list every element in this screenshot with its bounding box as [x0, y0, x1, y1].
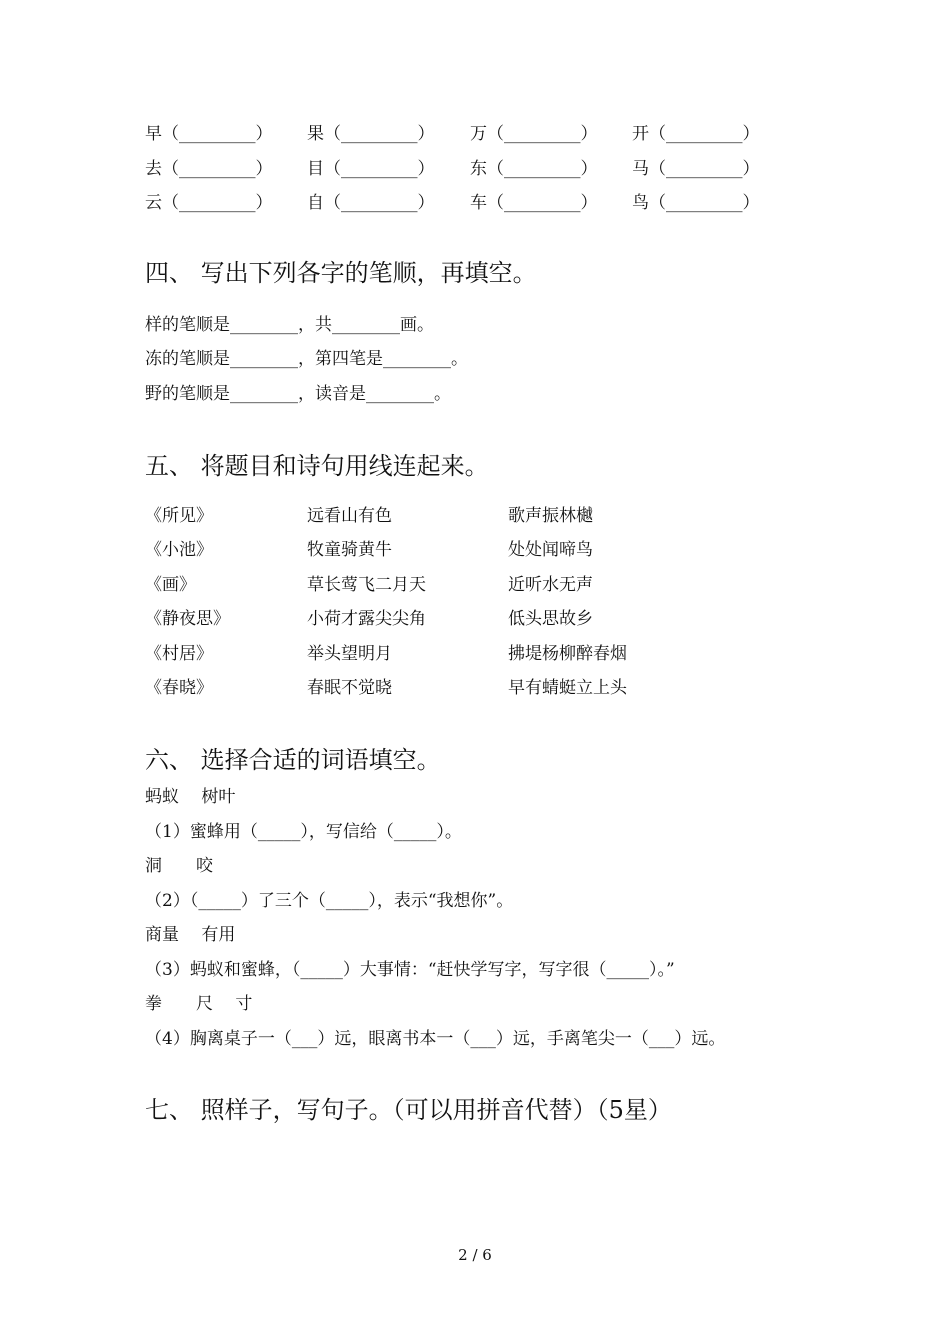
- stroke-order-line: 样的笔顺是________，共________画。: [145, 315, 434, 335]
- poem-title: 《小池》: [145, 540, 213, 560]
- poem-line: 低头思故乡: [508, 609, 593, 629]
- char-blank: 目（_________）: [307, 159, 435, 179]
- word-choices: 蚂蚁 树叶: [145, 787, 236, 807]
- char-blank: 去（_________）: [145, 159, 273, 179]
- char-blank: 万（_________）: [470, 124, 598, 144]
- poem-title: 《村居》: [145, 644, 213, 664]
- char-blank: 自（_________）: [307, 193, 435, 213]
- poem-line: 举头望明月: [307, 644, 392, 664]
- poem-line: 小荷才露尖尖角: [307, 609, 426, 629]
- char-blank: 早（_________）: [145, 124, 273, 144]
- poem-line: 处处闻啼鸟: [508, 540, 593, 560]
- char-blank: 云（_________）: [145, 193, 273, 213]
- char-blank: 马（_________）: [632, 159, 760, 179]
- stroke-order-line: 野的笔顺是________，读音是________。: [145, 384, 451, 404]
- poem-title: 《画》: [145, 575, 196, 595]
- section-5-title: 五、 将题目和诗句用线连起来。: [145, 452, 489, 480]
- poem-line: 牧童骑黄牛: [307, 540, 392, 560]
- fill-sentence: （4）胸离桌子一（___）远，眼离书本一（___）远，手离笔尖一（___）远。: [145, 1029, 726, 1049]
- page-number: 2 / 6: [458, 1246, 492, 1264]
- poem-title: 《所见》: [145, 506, 213, 526]
- word-choices: 商量 有用: [145, 925, 236, 945]
- poem-line: 草长莺飞二月天: [307, 575, 426, 595]
- poem-title: 《静夜思》: [145, 609, 230, 629]
- char-blank: 果（_________）: [307, 124, 435, 144]
- poem-line: 近听水无声: [508, 575, 593, 595]
- char-blank: 鸟（_________）: [632, 193, 760, 213]
- fill-sentence: （3）蚂蚁和蜜蜂，（_____）大事情：“赶快学写字，写字很（_____）。”: [145, 960, 675, 980]
- poem-line: 春眠不觉晓: [307, 678, 392, 698]
- char-blank: 东（_________）: [470, 159, 598, 179]
- poem-title: 《春晓》: [145, 678, 213, 698]
- section-7-title: 七、 照样子，写句子。（可以用拼音代替）（5星）: [145, 1096, 672, 1124]
- poem-line: 拂堤杨柳醉春烟: [508, 644, 627, 664]
- word-choices: 洞 咬: [145, 856, 213, 876]
- char-blank: 车（_________）: [470, 193, 598, 213]
- section-6-title: 六、 选择合适的词语填空。: [145, 746, 441, 774]
- poem-line: 早有蜻蜓立上头: [508, 678, 627, 698]
- poem-line: 歌声振林樾: [508, 506, 593, 526]
- fill-sentence: （2）（_____）了三个（_____），表示“我想你”。: [145, 891, 514, 911]
- word-choices: 拳 尺 寸: [145, 994, 253, 1014]
- poem-line: 远看山有色: [307, 506, 392, 526]
- stroke-order-line: 冻的笔顺是________，第四笔是________。: [145, 349, 468, 369]
- section-4-title: 四、 写出下列各字的笔顺，再填空。: [145, 259, 537, 287]
- fill-sentence: （1）蜜蜂用（_____），写信给（_____）。: [145, 822, 462, 842]
- char-blank: 开（_________）: [632, 124, 760, 144]
